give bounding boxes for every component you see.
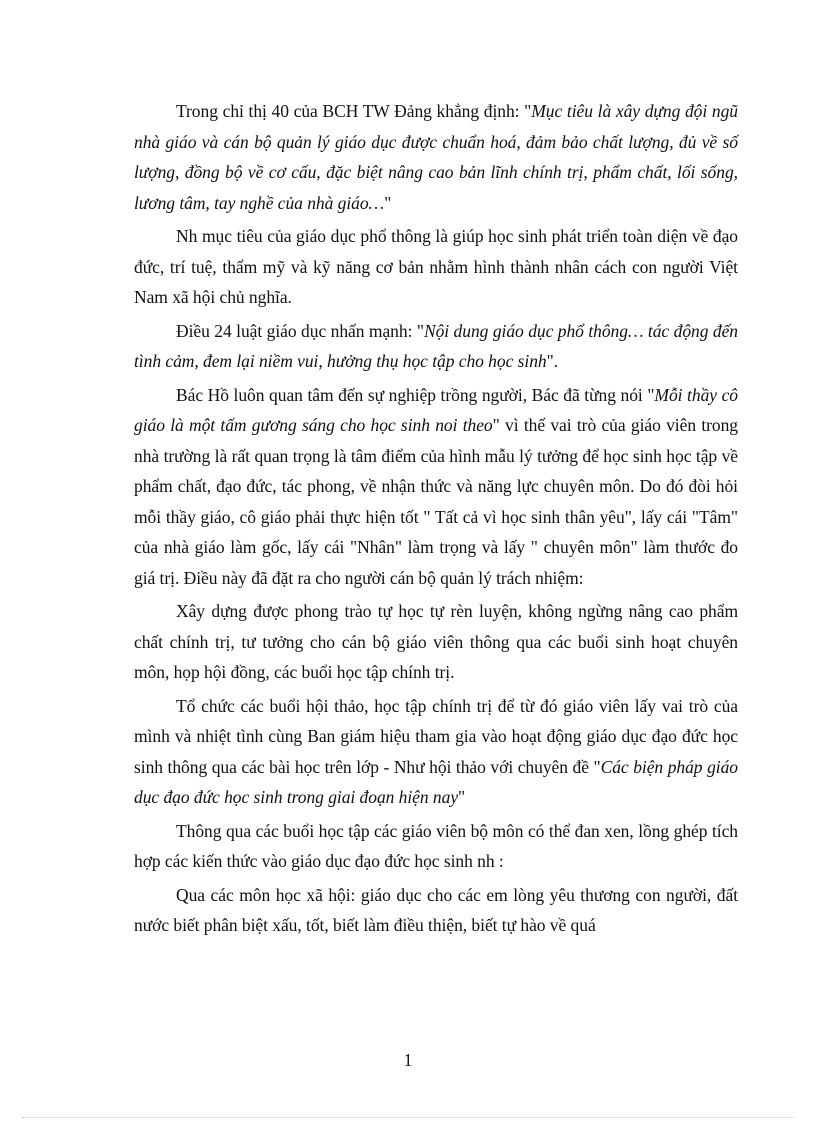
italic-quote: Mục tiêu là xây dựng đội ngũ nhà giáo và cán bộ quản lý giáo dục được chuẩn hoá, đảm bảo chất lượng, đủ về số lượng, đồng bộ về cơ cấu, đặc biệt nâng cao bản lĩnh chính trị, phẩm chất, lối sống, lương tâm, tay nghề của nhà giáo… bbox=[134, 101, 738, 213]
body-text bbox=[134, 96, 738, 944]
paragraph bbox=[134, 96, 738, 218]
text-run: " vì thế vai trò của giáo viên trong nhà trường là rất quan trọng là tâm điểm của hình mẫu lý tưởng để học sinh học tập về phẩm chất, đạo đức, tác phong, về nhận thức và năng lực chuyên môn. Do đó đòi hỏi mỗi thầy giáo, cô giáo phải thực hiện tốt " Tất cả vì học sinh thân yêu", lấy cái "Tâm" của nhà giáo làm gốc, lấy cái "Nhân" làm trọng và lấy " chuyên môn" làm thước đo giá trị. Điều này đã đặt ra cho người cán bộ quản lý trách nhiệm: bbox=[134, 415, 739, 588]
text-run: ". bbox=[546, 351, 559, 371]
page-boundary-divider bbox=[22, 1117, 794, 1118]
paragraph bbox=[134, 691, 738, 813]
italic-quote: Các biện pháp giáo dục đạo đức học sinh trong giai đoạn hiện nay bbox=[134, 756, 738, 807]
page-number: 1 bbox=[403, 1050, 413, 1070]
text-run: Điều 24 luật giáo dục nhấn mạnh: " bbox=[176, 320, 424, 341]
text-run: Bác Hồ luôn quan tâm đến sự nghiệp trồng người, Bác đã từng nói " bbox=[176, 384, 655, 405]
text-run: Tổ chức các buổi hội thảo, học tập chính trị để từ đó giáo viên lấy vai trò của mình và nhiệt tình cùng Ban giám hiệu tham gia vào hoạt động giáo dục đạo đức học sinh thông qua các bài học trên lớp - Như hội thảo với chuyên đề " bbox=[134, 695, 738, 777]
text-run: Qua các môn học xã hội: giáo dục cho các em lòng yêu thương con người, đất nước biết phân biệt xấu, tốt, biết làm điều thiện, biết tự hào về quá bbox=[134, 884, 738, 935]
paragraph bbox=[134, 880, 738, 941]
paragraph bbox=[134, 316, 738, 377]
paragraph bbox=[134, 816, 738, 877]
text-run: Trong chỉ thị 40 của BCH TW Đảng khẳng định: " bbox=[176, 101, 532, 121]
paragraph bbox=[134, 596, 738, 688]
text-run: Xây dựng được phong trào tự học tự rèn luyện, không ngừng nâng cao phẩm chất chính trị, tư tưởng cho cán bộ giáo viên thông qua các buổi sinh hoạt chuyên môn, họp hội đồng, các buổi học tập chính trị. bbox=[134, 601, 738, 682]
paragraph bbox=[134, 221, 738, 313]
text-run: Nh mục tiêu của giáo dục phổ thông là giúp học sinh phát triển toàn diện về đạo đức, trí tuệ, thẩm mỹ và kỹ năng cơ bản nhằm hình thành nhân cách con người Việt Nam xã hội chủ nghĩa. bbox=[134, 226, 738, 307]
italic-quote: Mỗi thầy cô giáo là một tấm gương sáng cho học sinh noi theo bbox=[134, 384, 738, 435]
text-run: " bbox=[384, 192, 392, 213]
text-run: Thông qua các buổi học tập các giáo viên bộ môn có thể đan xen, lồng ghép tích hợp các kiến thức vào giáo dục đạo đức học sinh nh : bbox=[134, 820, 738, 871]
paragraph bbox=[134, 380, 738, 594]
text-run: " bbox=[458, 787, 466, 807]
italic-quote: Nội dung giáo dục phổ thông… tác động đến tình cảm, đem lại niềm vui, hưởng thụ học tập cho học sinh bbox=[134, 320, 738, 371]
